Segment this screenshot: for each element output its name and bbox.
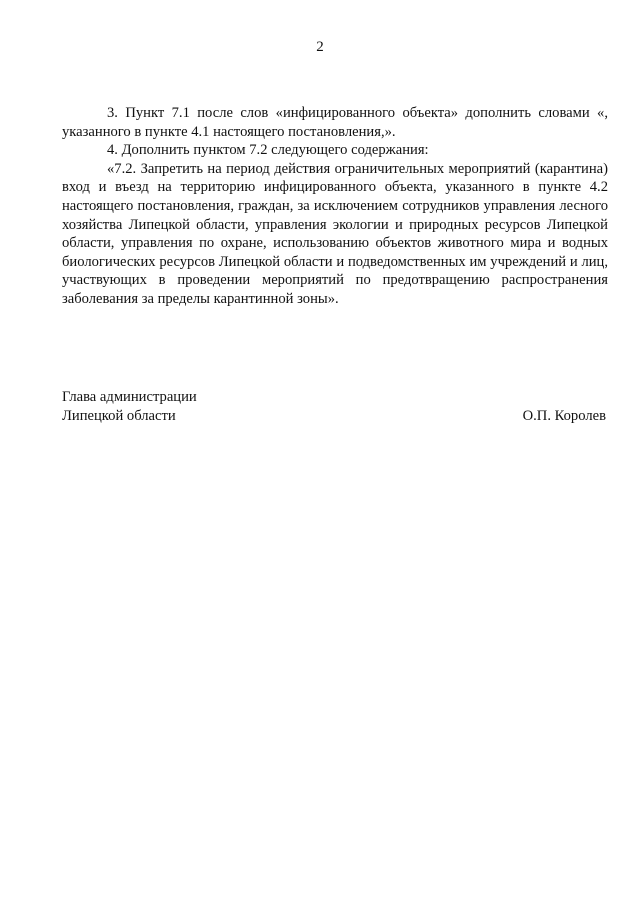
signature-block [62,388,608,426]
signature-position-line2: Липецкой области [62,408,176,424]
document-body [62,104,608,309]
signature-position-line1: Глава администрации [62,389,197,405]
signatory-name: О.П. Королев [522,408,606,424]
signature-row [62,407,608,426]
paragraph-item-3: 3. Пункт 7.1 после слов «инфицированного объекта» дополнить словами «, указанного в пункте 4.1 настоящего постановления,». [62,105,608,140]
paragraph-item-7-2: «7.2. Запретить на период действия ограничительных мероприятий (карантина) вход и въезд на территорию инфицированного объекта, указанного в пункте 4.2 настоящего постановления, граждан, за исключением сотрудников управления лесного хозяйства Липецкой области, управления экологии и природных ресурсов Липецкой области, управления по охране, использованию объектов животного мира и водных биологических ресурсов Липецкой области и подведомственных им учреждений и лиц, участвующих в проведении мероприятий по предотвращению распространения заболевания за пределы карантинной зоны». [62,160,608,307]
page-number: 2 [316,39,324,55]
paragraph-item-4: 4. Дополнить пунктом 7.2 следующего содержания: [107,142,429,159]
